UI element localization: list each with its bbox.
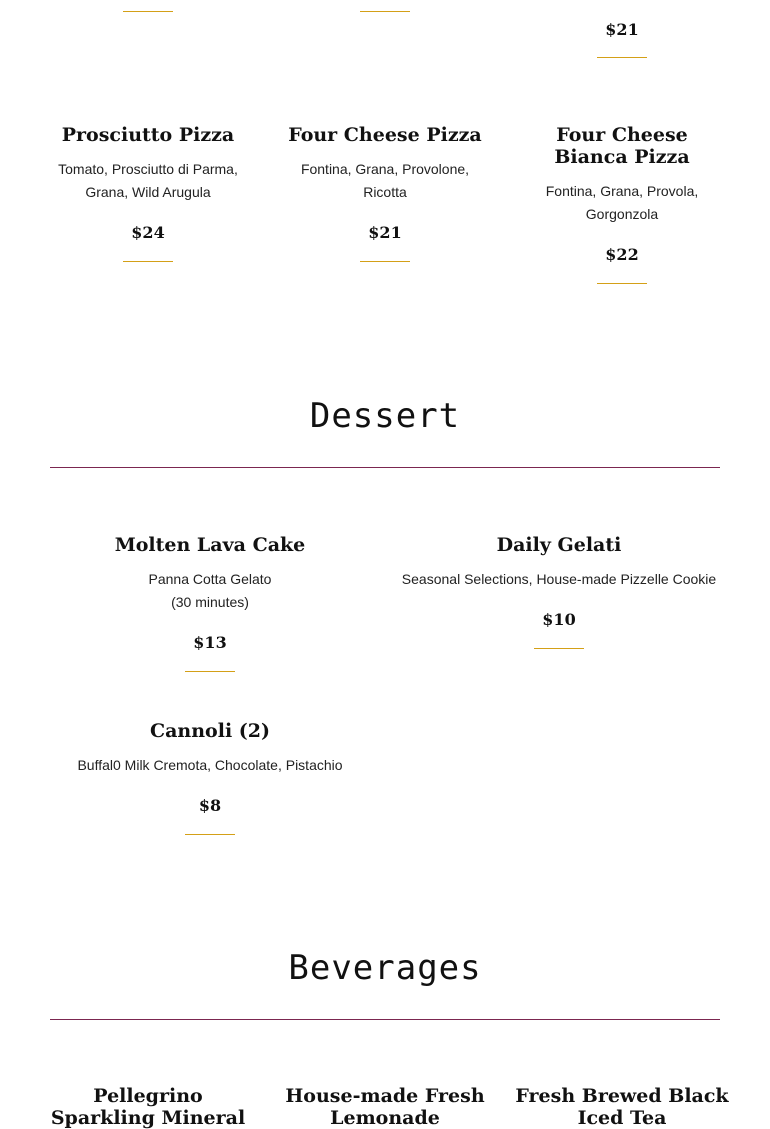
section-divider [50,1019,720,1020]
menu-item-four-cheese-pizza [285,124,485,262]
price-underline [597,57,647,58]
item-description: Tomato, Prosciutto di Parma, Grana, Wild Arugula [58,161,238,200]
item-description: Buffal0 Milk Cremota, Chocolate, Pistachio [77,757,343,773]
section-divider [50,467,720,468]
section-title-dessert: Dessert [309,396,461,436]
menu-item-pellegrino [38,1085,258,1129]
item-description-note: (30 minutes) [171,594,249,610]
menu-item-daily-gelati [389,534,729,649]
item-description: Fontina, Grana, Provolone, Ricotta [300,161,470,200]
item-name: Cannoli (2) [150,720,270,742]
item-description: Fontina, Grana, Provola, Gorgonzola [545,183,699,222]
item-price: $21 [368,223,402,242]
item-price: $21 [605,20,639,39]
item-description: Panna Cotta Gelato [148,571,272,587]
price-underline [597,283,647,284]
item-description: Seasonal Selections, House-made Pizzelle Cookie [401,571,717,587]
price-underline [534,648,584,649]
menu-item-cannoli [60,720,360,835]
item-price: $13 [193,633,227,652]
price-underline [123,11,173,12]
item-name: Fresh Brewed Black Iced Tea [515,1085,729,1129]
section-title-beverages: Beverages [288,948,482,988]
item-price: $22 [605,245,639,264]
menu-item-prosciutto-pizza [48,124,248,262]
menu-item-four-cheese-bianca-pizza [517,124,727,284]
menu-item-iced-tea [512,1085,732,1129]
item-name: Four Cheese Bianca Pizza [554,124,690,168]
menu-item-molten-lava-cake [60,534,360,672]
item-name: Daily Gelati [496,534,622,556]
item-name: Pellegrino Sparkling Mineral [50,1085,246,1129]
price-underline [360,11,410,12]
price-underline [360,261,410,262]
menu-item-lemonade [275,1085,495,1129]
item-price: $24 [131,223,165,242]
item-name: Four Cheese Pizza [288,124,482,146]
price-underline [185,834,235,835]
item-price: $10 [542,610,576,629]
item-name: Prosciutto Pizza [61,124,235,146]
price-underline [123,261,173,262]
item-price: $8 [198,796,222,815]
item-name: Molten Lava Cake [114,534,306,556]
item-name: House-made Fresh Lemonade [285,1085,485,1129]
price-underline [185,671,235,672]
